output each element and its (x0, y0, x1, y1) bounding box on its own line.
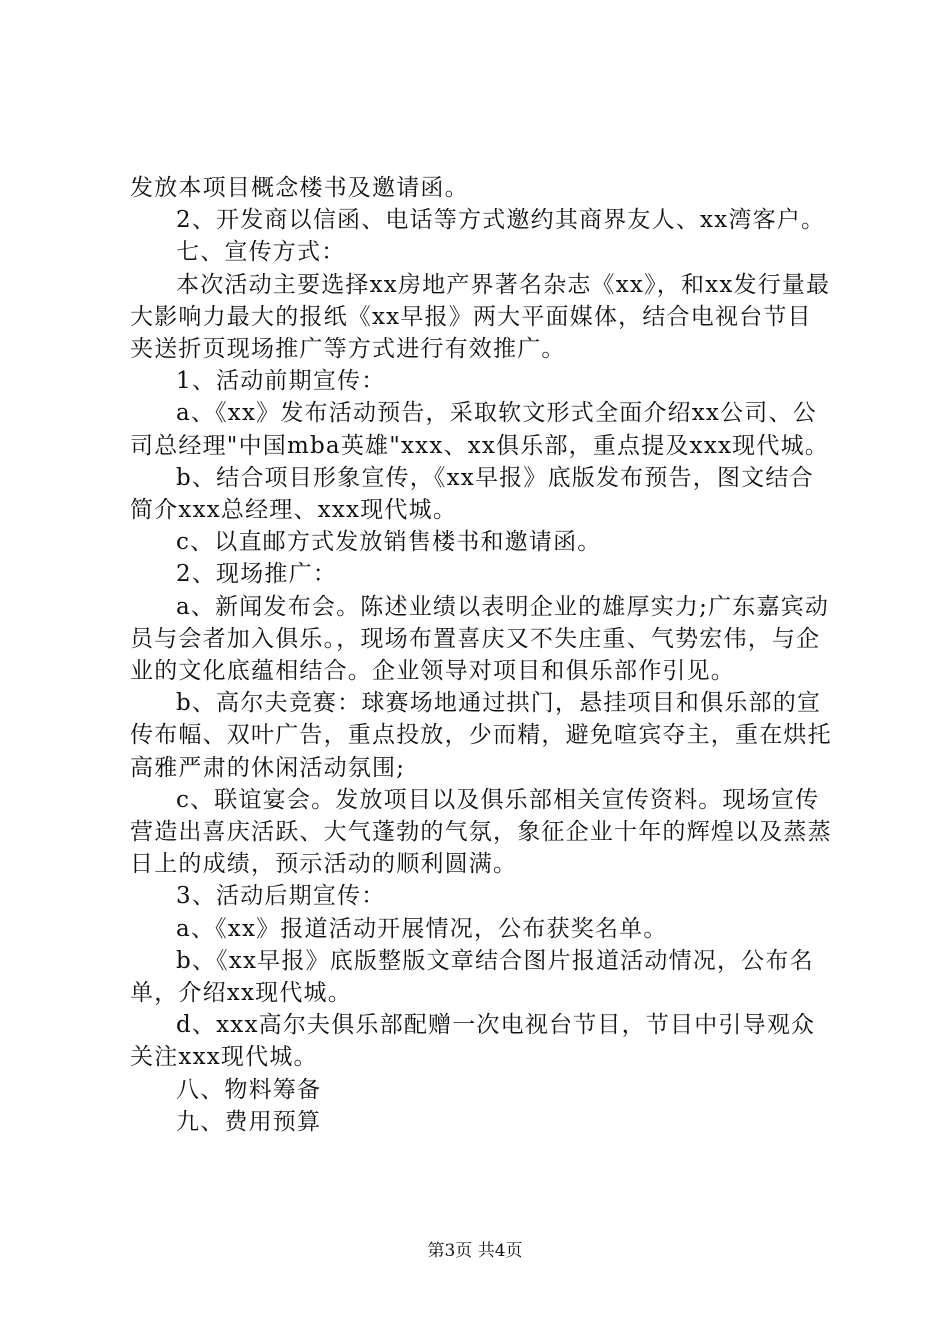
paragraph-invitation-item-2: 2、开发商以信函、电话等方式邀约其商界友人、xx湾客户。 (176, 207, 826, 234)
paragraph-pre-event-a: a、《xx》发布活动预告，采取软文形式全面介绍xx公司、公司总经理"中国mba英雄"xxx、xx俱乐部，重点提及xxx现代城。 (130, 400, 829, 459)
section-heading-budget: 九、费用预算 (176, 1108, 322, 1135)
paragraph-on-site-b: b、高尔夫竞赛：球赛场地通过拱门，悬挂项目和俱乐部的宣传布幅、双叶广告，重点投放，少而精，避免喧宾夺主，重在烘托高雅严肃的休闲活动氛围; (130, 690, 832, 781)
subheading-post-event: 3、活动后期宣传： (176, 883, 386, 910)
paragraph-post-event-a: a、《xx》报道活动开展情况，公布获奖名单。 (176, 915, 668, 942)
paragraph-continuation: 发放本项目概念楼书及邀请函。 (130, 175, 469, 201)
paragraph-on-site-a: a、新闻发布会。陈述业绩以表明企业的雄厚实力;广东嘉宾动员与会者加入俱乐。，现场布置喜庆又不失庄重、气势宏伟，与企业的文化底蕴相结合。企业领导对项目和俱乐部作引见。 (130, 593, 830, 685)
paragraph-post-event-b: b、《xx早报》底版整版文章结合图片报道活动情况，公布名单，介绍xx现代城。 (130, 947, 814, 1007)
subheading-on-site: 2、现场推广： (176, 561, 338, 588)
paragraph-post-event-d: d、xxx高尔夫俱乐部配赠一次电视台节目，节目中引导观众关注xxx现代城。 (130, 1012, 816, 1071)
section-heading-materials: 八、物料筹备 (176, 1076, 322, 1103)
paragraph-on-site-c: c、联谊宴会。发放项目以及俱乐部相关宣传资料。现场宣传营造出喜庆活跃、大气蓬勃的气氛，象征企业十年的辉煌以及蒸蒸日上的成绩，预示活动的顺利圆满。 (130, 786, 832, 878)
paragraph-pre-event-c: c、以直邮方式发放销售楼书和邀请函。 (176, 529, 602, 556)
paragraph-pre-event-b: b、结合项目形象宣传，《xx早报》底版发布预告，图文结合简介xxx总经理、xxx现代城。 (130, 464, 814, 524)
document-body (130, 172, 835, 1138)
section-heading-publicity: 七、宣传方式： (176, 239, 346, 266)
paragraph-publicity-overview: 本次活动主要选择xx房地产界著名杂志《xx》，和xx发行量最大影响力最大的报纸《xx早报》两大平面媒体，结合电视台节目夹送折页现场推广等方式进行有效推广。 (130, 271, 831, 363)
subheading-pre-event: 1、活动前期宣传： (176, 368, 386, 395)
page-number-footer: 第3页 共4页 (427, 1241, 523, 1261)
